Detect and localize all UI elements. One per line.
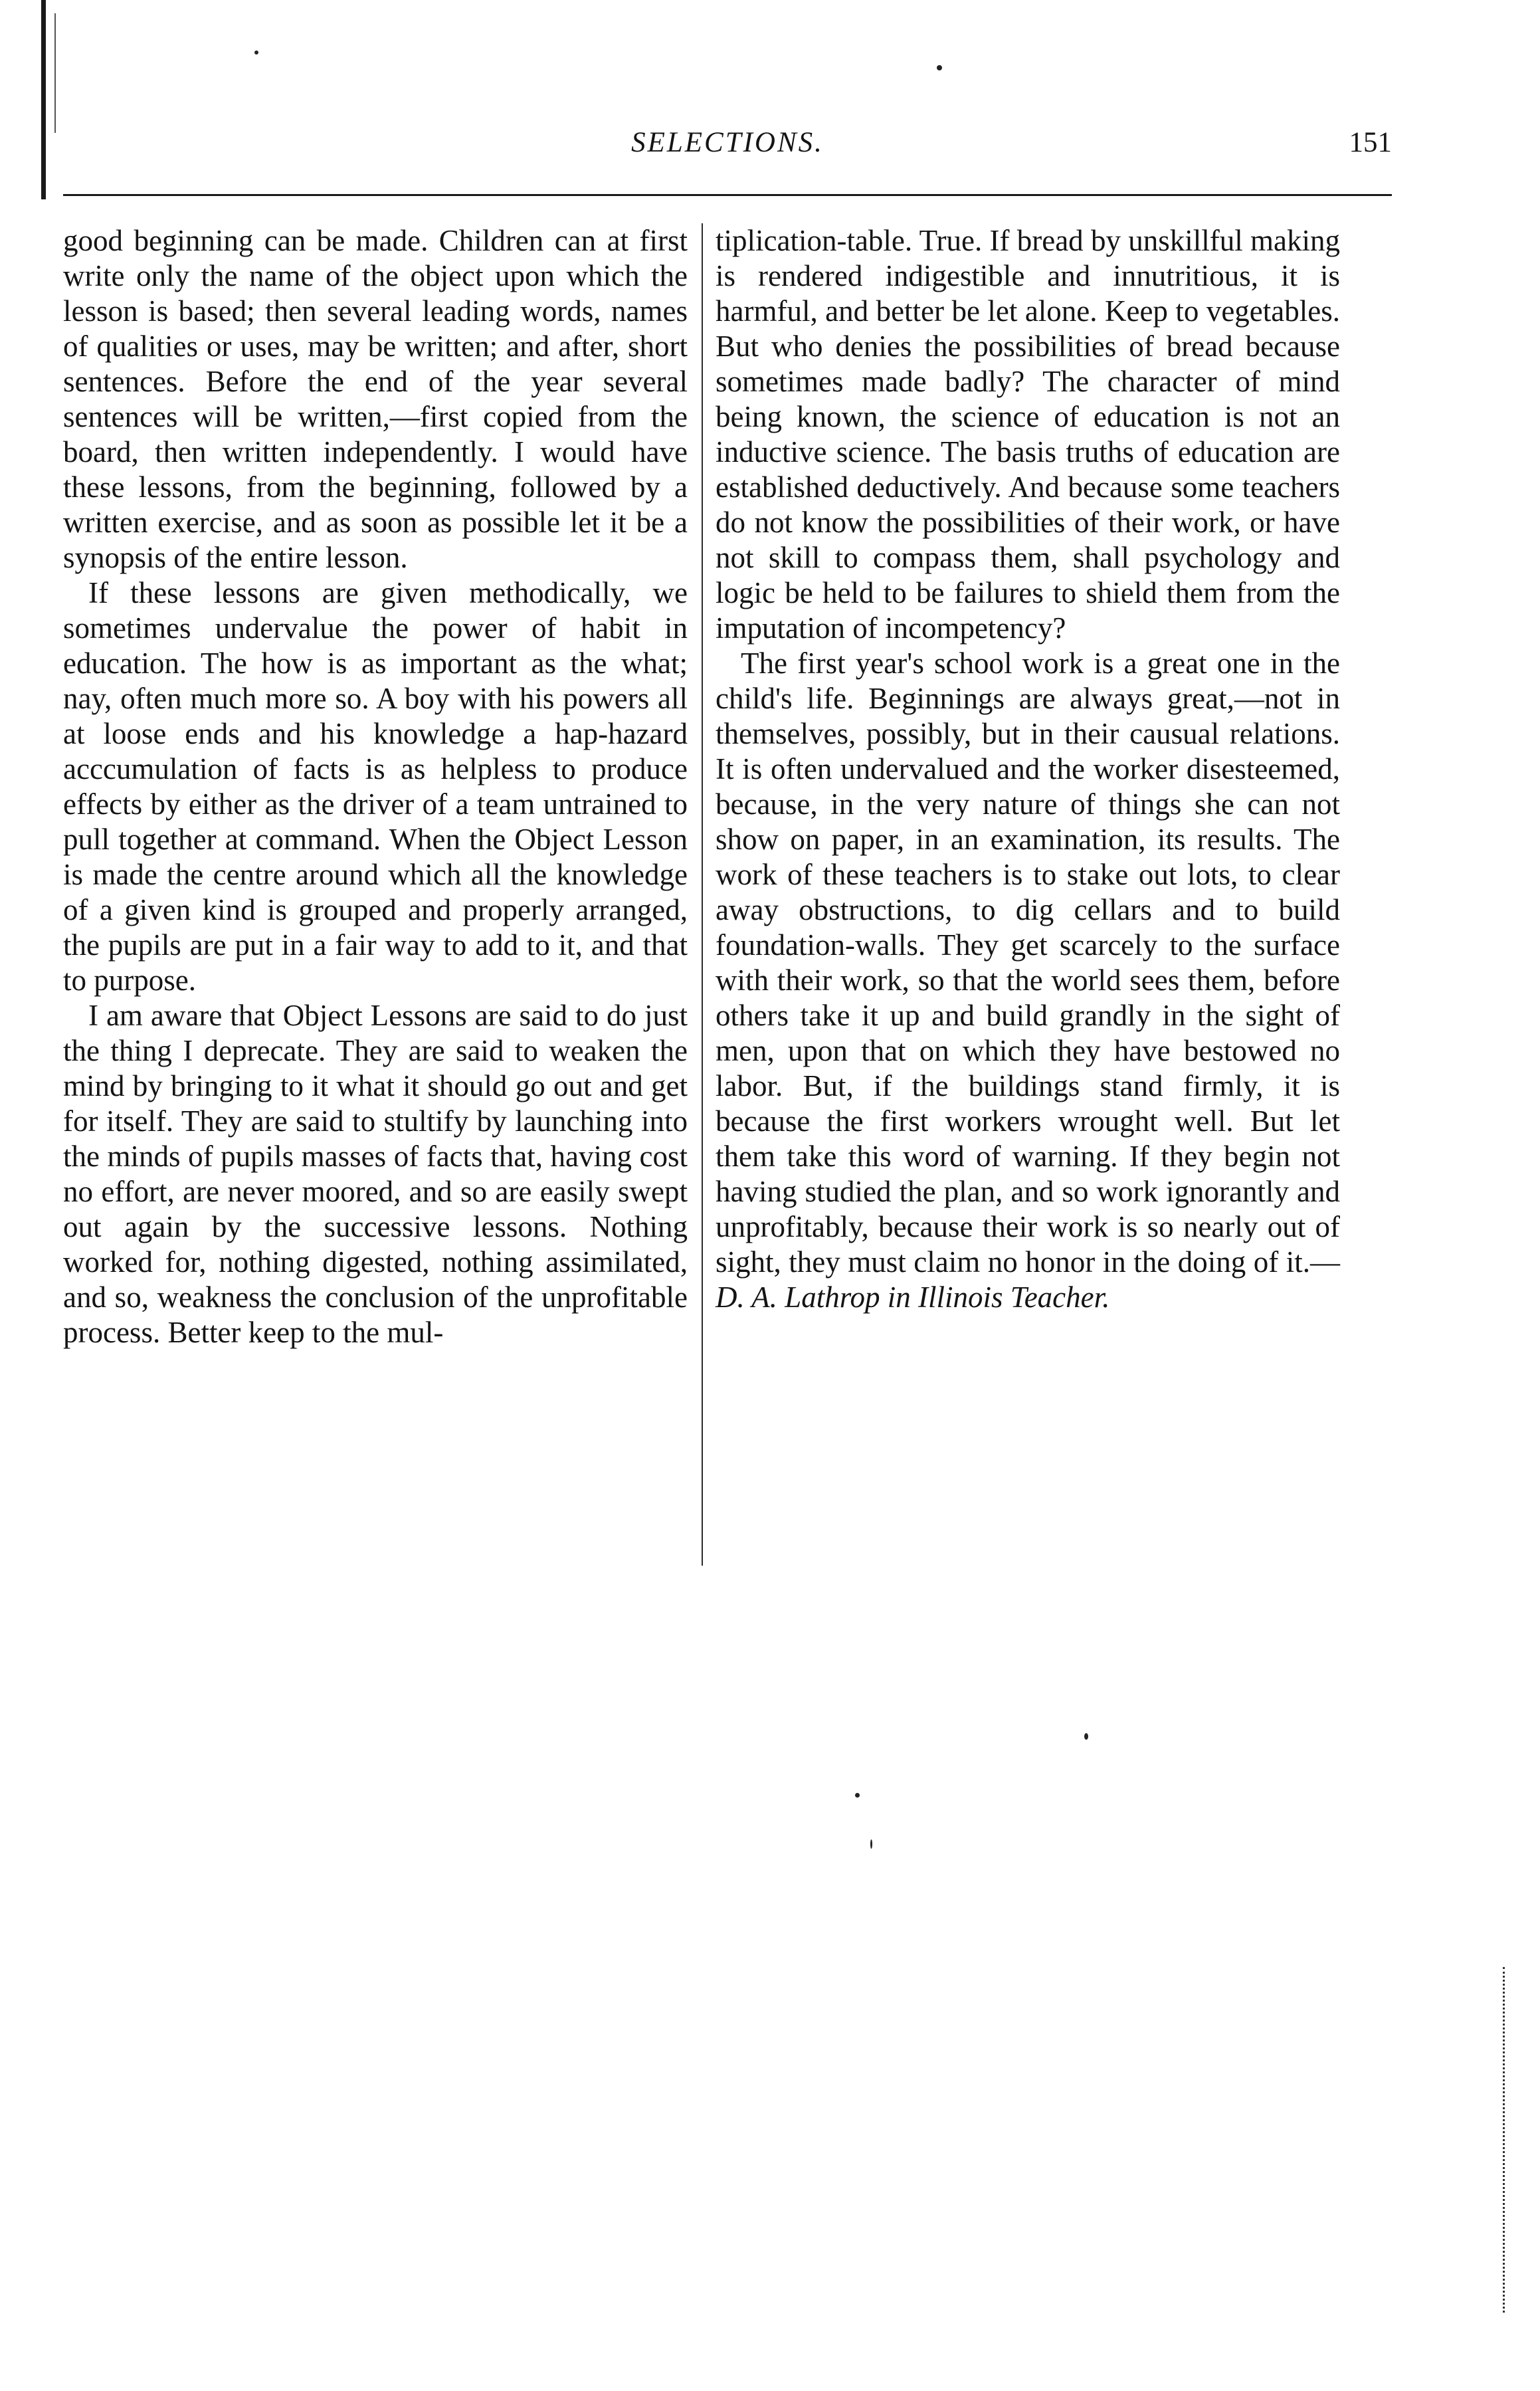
print-speck bbox=[855, 1793, 860, 1798]
attribution: D. A. Lathrop in Illinois Teacher. bbox=[716, 1281, 1110, 1314]
binding-rule bbox=[41, 0, 46, 199]
column-divider bbox=[702, 223, 703, 1566]
paragraph bbox=[716, 646, 1340, 1315]
running-head bbox=[63, 126, 1392, 173]
left-column bbox=[63, 223, 688, 1350]
paragraph-text: The first year's school work is a great one in the child's life. Beginnings are always great,—not in themselves, possibly, but in their causual relations. It is often undervalued and the worker disesteemed, because, in the very nature of things she can not show on paper, in an examination, its results. The work of these teachers is to stake out lots, to clear away obstructions, to dig cellars and to build foundation-walls. They get scarcely to the surface with their work, so that the world sees them, before others take it up and build grandly in the sight of men, upon that on which they have bestowed no labor. But, if the buildings stand firmly, it is because the first workers wrought well. But let them take this word of warning. If they begin not having studied the plan, and so work ignorantly and unprofitably, because their work is so nearly out of sight, they must claim no honor in the doing of it.— bbox=[716, 647, 1340, 1279]
print-speck bbox=[1084, 1733, 1088, 1740]
paragraph: I am aware that Object Lessons are said to do just the thing I deprecate. They are said to weaken the mind by bringing to it what it should go out and get for itself. They are said to stultify by launching into the minds of pupils masses of facts that, having cost no effort, are never moored, and so are easily swept out again by the successive lessons. Nothing worked for, nothing digested, nothing assimilated, and so, weakness the conclusion of the unprofitable process. Better keep to the mul- bbox=[63, 999, 688, 1349]
binding-rule-secondary bbox=[54, 13, 56, 133]
paragraph: tiplication-table. True. If bread by unskillful making is rendered indigestible and innutritious, it is harmful, and better be let alone. Keep to vegetables. But who denies the possibilities of bread because sometimes made badly? The character of mind being known, the science of education is not an inductive science. The basis truths of education are established deductively. And because some teachers do not know the possibilities of their work, or have not skill to compass them, shall psychology and logic be held to be failures to shield them from the imputation of incompetency? bbox=[716, 224, 1340, 645]
print-speck bbox=[870, 1839, 872, 1849]
page-number: 151 bbox=[1349, 127, 1392, 158]
page-edge-marks bbox=[1503, 1967, 1507, 2313]
running-title: SELECTIONS. bbox=[631, 127, 824, 158]
header-rule bbox=[63, 194, 1392, 196]
paragraph: good beginning can be made. Children can at first write only the name of the object upon which the lesson is based; then several leading words, names of qualities or uses, may be written; and after, short sentences. Before the end of the year several sentences will be written,—first copied from the board, then written independently. I would have these lessons, from the beginning, followed by a written exercise, and as soon as possible let it be a synopsis of the entire lesson. bbox=[63, 224, 688, 574]
print-speck bbox=[254, 51, 258, 54]
right-column bbox=[716, 223, 1340, 1315]
paragraph: If these lessons are given methodically, we sometimes undervalue the power of habit in education. The how is as important as the what; nay, often much more so. A boy with his powers all at loose ends and his knowledge a hap-hazard acccumulation of facts is as helpless to produce effects by either as the driver of a team untrained to pull together at command. When the Object Lesson is made the centre around which all the knowledge of a given kind is grouped and properly arranged, the pupils are put in a fair way to add to it, and that to purpose. bbox=[63, 576, 688, 997]
print-speck bbox=[937, 65, 942, 70]
